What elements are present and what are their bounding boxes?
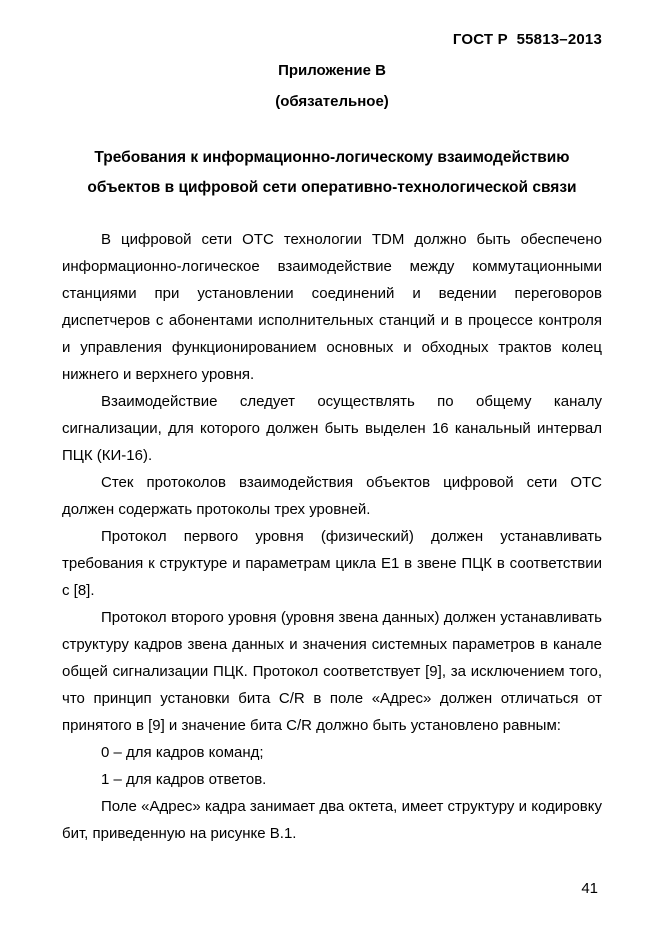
paragraph-level2-protocol: Протокол второго уровня (уровня звена данных) должен устанавливать структуру кадров звена данных и значения системных параметров в канале общей сигнализации ПЦК. Протокол соответствует [9], за исключением того, что принцип установки бита C/R в поле «Адрес» должен отличаться от принятого в [9] и значение бита C/R должно быть установлено равным: [62,609,602,734]
appendix-note: (обязательное) [275,93,389,110]
standard-number: ГОСТ Р 55813–2013 [452,31,602,48]
list-item-response-frames: 1 – для кадров ответов. [101,771,267,788]
list-item-command-frames: 0 – для кадров команд; [101,744,264,761]
page-number: 41 [581,880,598,897]
paragraph-protocol-stack: Стек протоколов взаимодействия объектов цифровой сети ОТС должен содержать протоколы трех уровней. [62,474,602,518]
body-text [62,226,602,847]
paragraph-signaling-channel: Взаимодействие следует осуществлять по общему каналу сигнализации, для которого должен быть выделен 16 канальный интервал ПЦК (КИ-16). [62,393,602,464]
appendix-title: Требования к информационно-логическому взаимодействию объектов в цифровой сети оперативно-технологической связи [87,149,577,196]
appendix-label: Приложение В [278,62,386,79]
paragraph-tdm-interaction: В цифровой сети ОТС технологии TDM должно быть обеспечено информационно-логическое взаимодействие между коммутационными станциями при установлении соединений и ведении переговоров диспетчеров с абонентами исполнительных станций и в процессе контроля и управления функционированием основных и обходных трактов колец нижнего и верхнего уровня. [62,231,602,383]
paragraph-address-field: Поле «Адрес» кадра занимает два октета, имеет структуру и кодировку бит, приведенную на рисунке В.1. [62,798,602,842]
paragraph-level1-protocol: Протокол первого уровня (физический) должен устанавливать требования к структуре и параметрам цикла Е1 в звене ПЦК в соответствии с [8]. [62,528,602,599]
